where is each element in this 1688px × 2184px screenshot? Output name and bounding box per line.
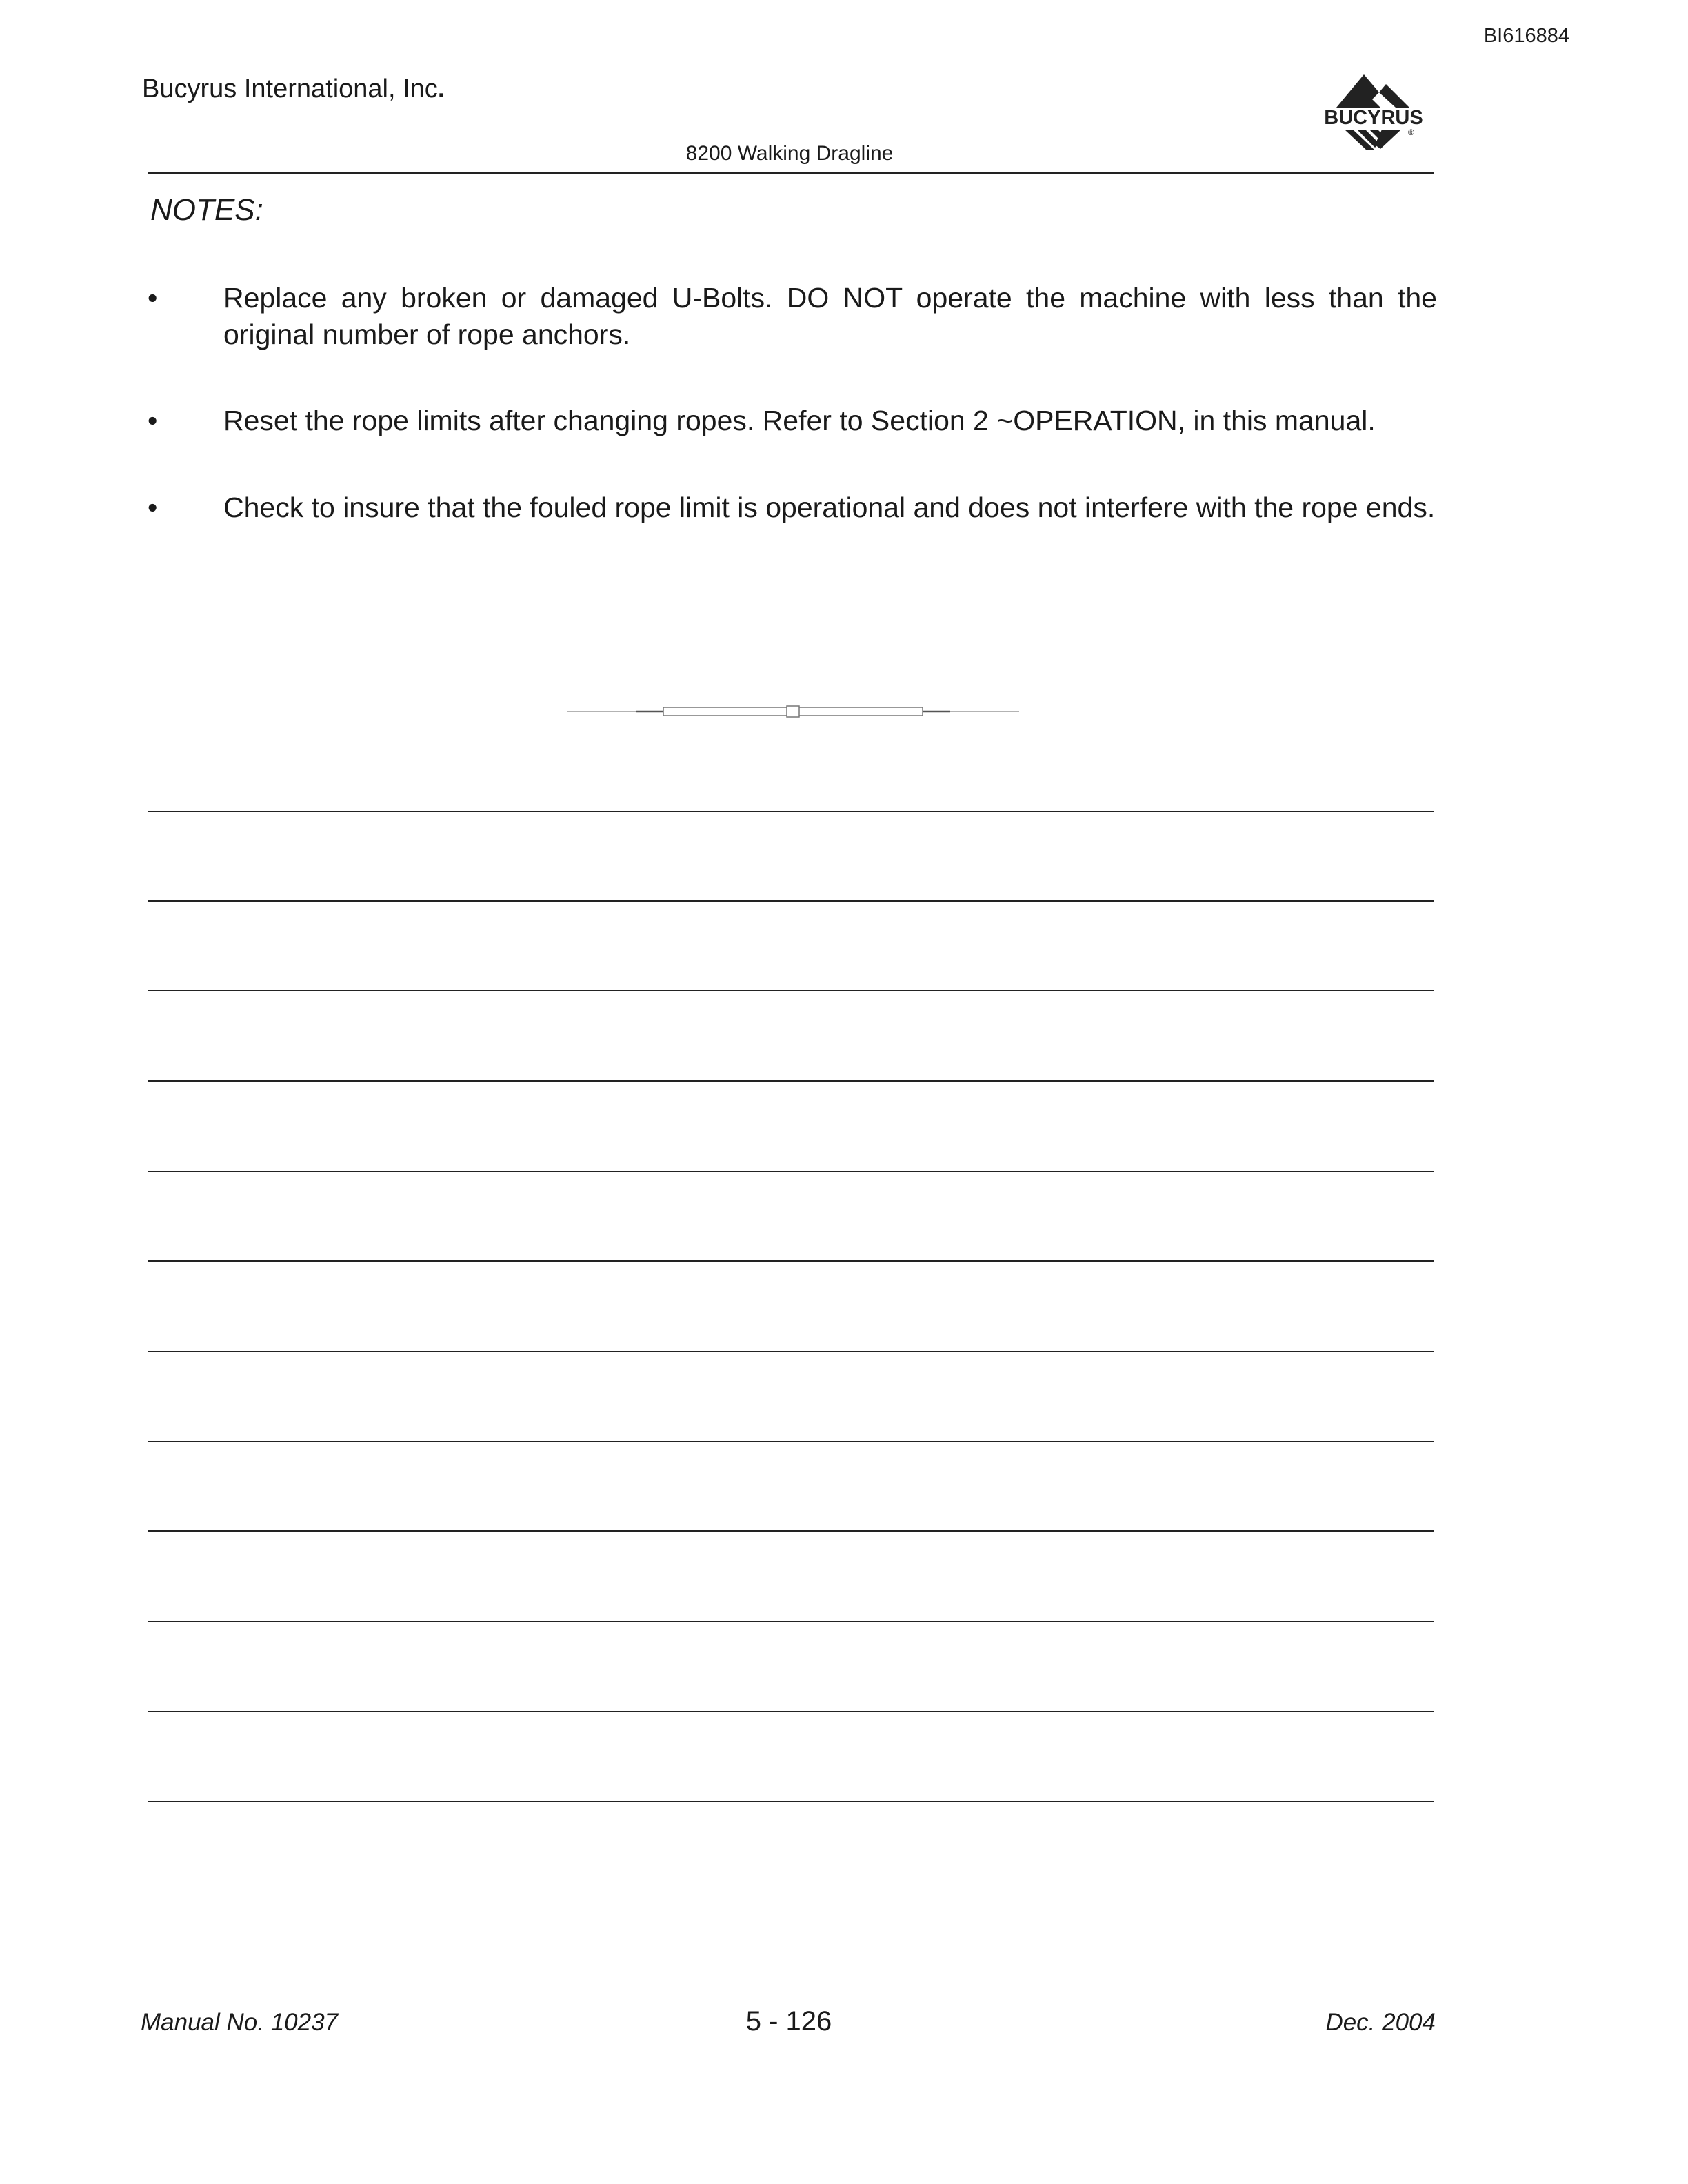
note-writing-line [148, 1260, 1434, 1262]
company-name-text: Bucyrus International, Inc [142, 74, 438, 103]
note-writing-line [148, 1441, 1434, 1442]
note-item [148, 403, 1437, 439]
note-item [148, 489, 1437, 526]
note-item [148, 280, 1437, 353]
manual-number: Manual No. 10237 [141, 2009, 339, 2036]
logo-wordmark: BUCYRUS [1324, 107, 1423, 129]
publication-date: Dec. 2004 [1325, 2009, 1436, 2036]
document-id: BI616884 [1483, 25, 1569, 47]
manual-title: 8200 Walking Dragline [685, 142, 894, 165]
note-text: Reset the rope limits after changing ropes. Refer to Section 2 ~OPERATION, in this manual. [223, 405, 1376, 436]
page-number: 5 - 126 [745, 2006, 832, 2036]
note-writing-line [148, 1351, 1434, 1352]
note-writing-line [148, 1621, 1434, 1622]
company-name [142, 74, 445, 104]
note-writing-line [148, 1711, 1434, 1712]
rope-graphic [567, 705, 1019, 718]
company-name-dot: . [437, 74, 445, 103]
note-text: Replace any broken or damaged U-Bolts. DO NOT operate the machine with less than the original number of rope anchors. [223, 282, 1437, 350]
bullet-icon: • [148, 492, 158, 523]
note-text: Check to insure that the fouled rope limit is operational and does not interfere with the rope ends. [223, 492, 1436, 523]
note-writing-line [148, 1080, 1434, 1082]
bucyrus-logo-graphic [1312, 72, 1436, 153]
note-writing-line [148, 900, 1434, 902]
bullet-icon: • [148, 405, 158, 436]
rope-figure [567, 705, 1019, 718]
note-writing-line [148, 1530, 1434, 1532]
bullet-icon: • [148, 282, 158, 314]
note-writing-line [148, 1801, 1434, 1802]
note-writing-line [148, 811, 1434, 812]
logo-registered-mark: ® [1408, 128, 1414, 137]
notes-heading: NOTES: [150, 193, 263, 227]
note-writing-line [148, 1171, 1434, 1172]
header-rule [148, 172, 1434, 174]
bucyrus-logo [1312, 72, 1436, 153]
note-writing-line [148, 990, 1434, 991]
